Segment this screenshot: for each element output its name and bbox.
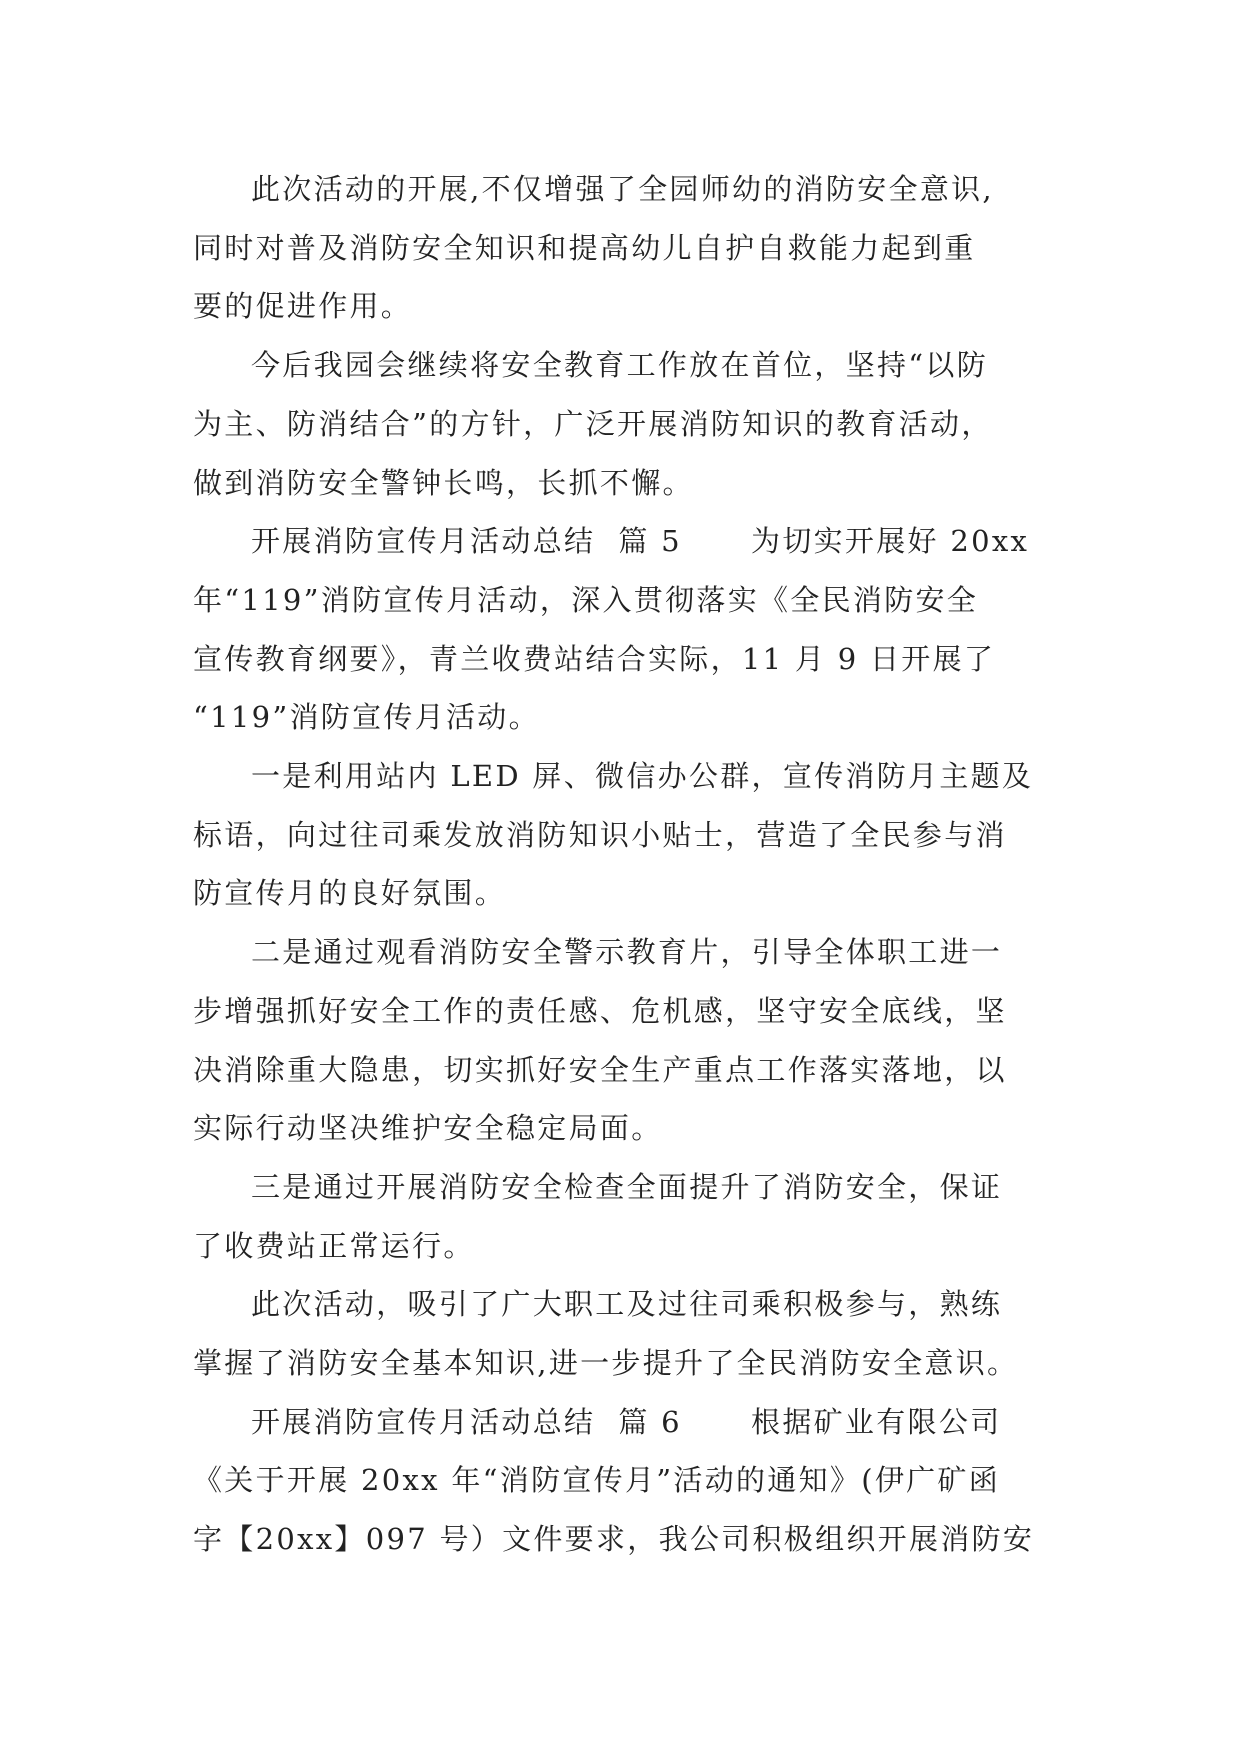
document-body <box>193 160 1063 1569</box>
paragraph-3 <box>193 512 1063 747</box>
paragraph-line: 《关于开展 20xx 年“消防宣传月”活动的通知》(伊广矿函 <box>193 1463 1001 1498</box>
paragraph-2 <box>193 336 1063 512</box>
paragraph-line: 二是通过观看消防安全警示教育片，引导全体职工进一 <box>251 935 1003 970</box>
paragraph-line: 要的促进作用。 <box>193 289 413 324</box>
paragraph-line: 开展消防宣传月活动总结 篇 5 为切实开展好 20xx <box>251 524 1030 559</box>
paragraph-line: 掌握了消防安全基本知识,进一步提升了全民消防安全意识。 <box>193 1346 1019 1381</box>
paragraph-line: 年“119”消防宣传月活动，深入贯彻落实《全民消防安全 <box>193 582 979 617</box>
paragraph-line: 三是通过开展消防安全检查全面提升了消防安全，保证 <box>251 1169 1003 1204</box>
paragraph-line: 开展消防宣传月活动总结 篇 6 根据矿业有限公司 <box>251 1404 1002 1439</box>
paragraph-line: 为主、防消结合”的方针，广泛开展消防知识的教育活动， <box>193 406 993 441</box>
paragraph-5 <box>193 923 1063 1158</box>
paragraph-6 <box>193 1158 1063 1275</box>
paragraph-line: 此次活动，吸引了广大职工及过往司乘积极参与，熟练 <box>251 1287 1003 1322</box>
paragraph-line: 今后我园会继续将安全教育工作放在首位，坚持“以防 <box>251 348 989 383</box>
paragraph-line: 标语，向过往司乘发放消防知识小贴士，营造了全民参与消 <box>193 817 1007 852</box>
paragraph-line: 做到消防安全警钟长鸣，长抓不懈。 <box>193 465 694 500</box>
paragraph-line: 此次活动的开展,不仅增强了全园师幼的消防安全意识, <box>251 172 994 206</box>
paragraph-line: 字【20xx】097 号）文件要求，我公司积极组织开展消防安 <box>193 1522 1035 1557</box>
paragraph-line: 防宣传月的良好氛围。 <box>193 876 507 911</box>
paragraph-line: 实际行动坚决维护安全稳定局面。 <box>193 1111 663 1146</box>
paragraph-line: 决消除重大隐患，切实抓好安全生产重点工作落实落地，以 <box>193 1052 1007 1087</box>
paragraph-4 <box>193 747 1063 923</box>
paragraph-line: 宣传教育纲要》，青兰收费站结合实际，11 月 9 日开展了 <box>193 641 996 676</box>
paragraph-line: 了收费站正常运行。 <box>193 1228 475 1263</box>
paragraph-line: 同时对普及消防安全知识和提高幼儿自护自救能力起到重 <box>193 230 976 265</box>
paragraph-7 <box>193 1275 1063 1392</box>
paragraph-line: 一是利用站内 LED 屏、微信办公群，宣传消防月主题及 <box>251 759 1034 794</box>
paragraph-line: “119”消防宣传月活动。 <box>193 700 540 735</box>
paragraph-1 <box>193 160 1063 336</box>
paragraph-8 <box>193 1393 1063 1569</box>
paragraph-line: 步增强抓好安全工作的责任感、危机感，坚守安全底线，坚 <box>193 993 1007 1028</box>
